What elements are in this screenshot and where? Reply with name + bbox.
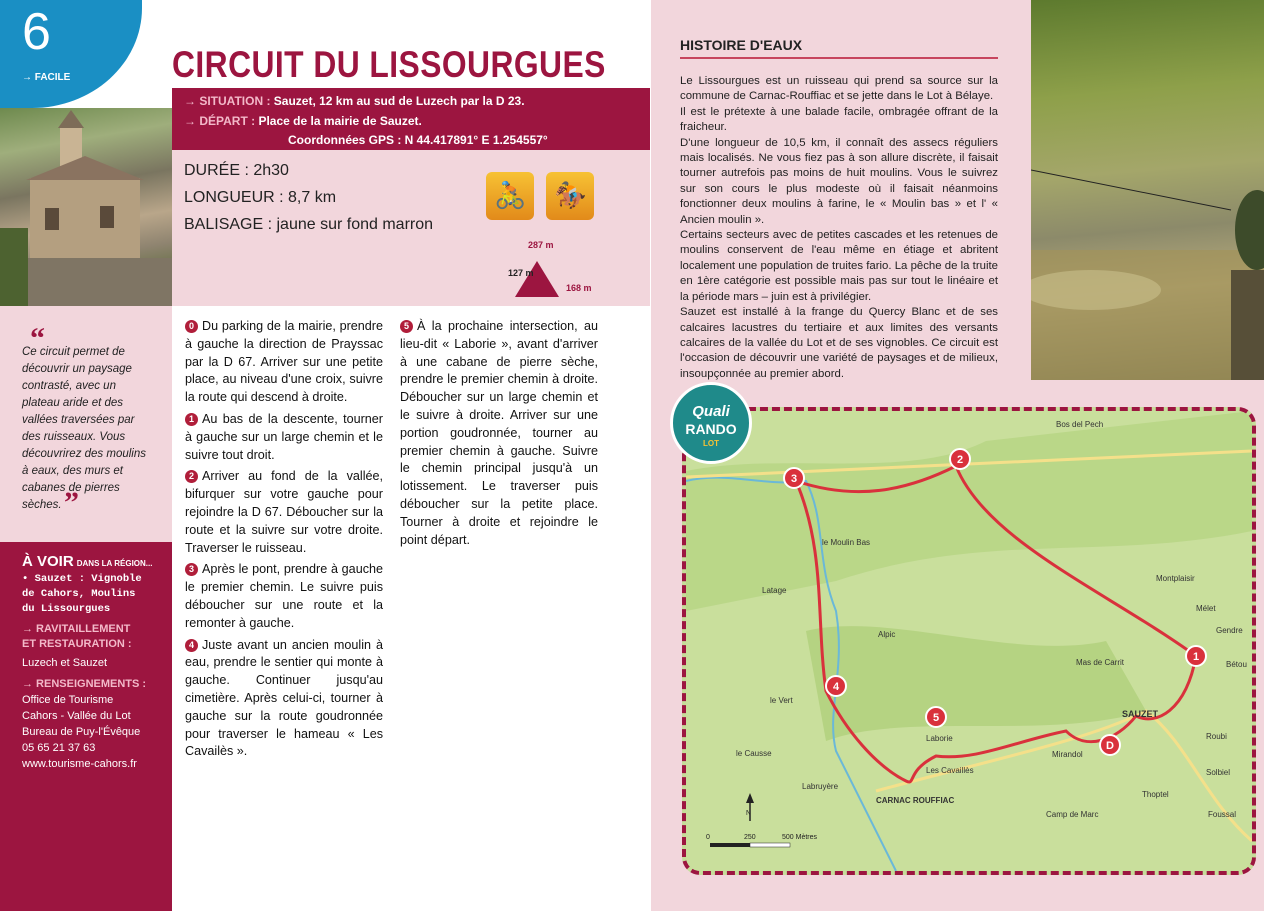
step-4: 4 Juste avant un ancien moulin à eau, prendre le sentier qui monte à gauche. Continuer jusqu'au cimetière. Après celui-ci, tourner à gauche sur la route goudronnée pour traverser le hameau « Les Cavailès ». xyxy=(185,637,383,759)
elevation-start: 168 m xyxy=(566,283,592,293)
waypoint-4 xyxy=(826,676,846,696)
place-label: Thoptel xyxy=(1142,790,1169,799)
place-label: le Causse xyxy=(736,749,772,758)
elevation-profile-icon xyxy=(515,261,559,297)
place-label: le Vert xyxy=(770,696,793,705)
place-label: Roubi xyxy=(1206,732,1227,741)
step-5: 5 À la prochaine intersection, au lieu-dit « Laborie », avant d'arriver à une cabane de pierre sèche, prendre le premier chemin à droite. Déboucher sur un large chemin et le suivre à droite. Arriver sur une portion goudronnée, tourner au premier chemin à gauche. Suivre le chemin principal jusqu'à un lotissement. Le traverser puis déboucher sur la petite place. Tourner à droite et rejoindre le point départ. xyxy=(400,319,598,547)
place-label: Laborie xyxy=(926,734,953,743)
place-label: Labruyère xyxy=(802,782,839,791)
rens-line: Office de Tourisme xyxy=(22,694,114,706)
map-svg xyxy=(686,411,1252,871)
place-label: CARNAC ROUFFIAC xyxy=(876,796,955,805)
step-2: 2 Arriver au fond de la vallée, bifurquer sur votre gauche pour rejoindre la D 67. Déboucher sur la route et la suivre sur votre droite. Traverser le ruisseau. xyxy=(185,469,383,555)
route-map[interactable] xyxy=(682,407,1256,875)
rens-line: Cahors - Vallée du Lot xyxy=(22,710,131,722)
rens-line: 05 65 21 37 63 xyxy=(22,742,96,754)
svg-text:2: 2 xyxy=(956,454,964,466)
circuit-number: 6 xyxy=(22,3,51,61)
waypoint-D xyxy=(1100,735,1120,755)
place-label: Camp de Marc xyxy=(1046,810,1099,819)
avoir-panel xyxy=(0,542,172,911)
badge-line-1: Quali xyxy=(692,403,730,420)
place-label: Bétou xyxy=(1226,660,1247,669)
badge-line-2: RANDO xyxy=(685,421,737,437)
quote-text: Ce circuit permet de découvrir un paysage contrasté, avec un plateau aride et des vallées traversées par des ruisseaux. Vous découvrirez des moulins à eaux, des murs et cabanes de pierres sèches. xyxy=(22,346,147,511)
stats-panel xyxy=(172,150,650,306)
depart-label: → DÉPART : xyxy=(184,114,256,128)
markings: BALISAGE : jaune sur fond marron xyxy=(184,216,434,233)
place-label: Montplaisir xyxy=(1156,574,1195,583)
steps-column-2 xyxy=(400,318,598,553)
place-label: Mélet xyxy=(1196,604,1216,613)
histoire-heading: HISTOIRE D'EAUX xyxy=(680,37,803,53)
svg-text:0: 0 xyxy=(706,834,710,841)
renseignements-label: → RENSEIGNEMENTS : xyxy=(22,678,147,690)
svg-text:D: D xyxy=(1106,740,1114,752)
page-title: CIRCUIT DU LISSOURGUES xyxy=(172,44,606,85)
rens-line: Bureau de Puy-l'Évêque xyxy=(22,726,141,738)
svg-text:3: 3 xyxy=(790,473,798,485)
quali-rando-badge xyxy=(670,382,752,464)
elevation-min: 127 m xyxy=(508,268,534,278)
place-label: Gendre xyxy=(1216,626,1243,635)
place-label: Foussal xyxy=(1208,810,1237,819)
fisherman-illustration xyxy=(1031,0,1264,380)
situation-line xyxy=(184,94,525,108)
svg-text:500 Mètres: 500 Mètres xyxy=(782,834,818,841)
histoire-text: Le Lissourgues est un ruisseau qui prend sa source sur la commune de Carnac-Rouffiac et se jette dans le Lot à Bélaye. Il est le prétexte à une balade facile, ombragée offrant de la fraicheur. D'une longueur de 10,5 km, il connaît des assecs réguliers mais localisés. Ne vous fiez pas à son allure discrète, il faisait tourner autrefois pas moins de huit moulins. Vous le suivrez sur son cours le plus modeste où il faisait néanmoins fonctionner deux moulins à farine, le « Moulin bas » et l' « Ancien moulin ». Certains secteurs avec de petites cascades et les retenues de moulins conservent de l'eau même en étiage et abritent localement une population de truites fario. La pêche de la truite en 1ère catégorie est possible mais pas sur tout le linéaire et la période mars – juin est à privilégier. Sauzet est installé à la frange du Quercy Blanc et de ses calcaires lacustres du tertiaire et aux limites des versants calcaires de la vallée du Lot et de ses vignobles. Ce circuit est l'occasion de découvrir une variété de paysages et de milieux, insoupçonnée au premier abord. xyxy=(680,75,998,380)
quote-open: “ xyxy=(30,322,45,355)
svg-text:4: 4 xyxy=(832,681,840,693)
gps-coordinates: Coordonnées GPS : N 44.417891° E 1.254557° xyxy=(288,133,548,147)
quote-close: ” xyxy=(64,486,79,519)
svg-text:1: 1 xyxy=(1192,651,1200,663)
step-3: 3 Après le pont, prendre à gauche le premier chemin. Le suivre puis déboucher sur une route et la remonter à gauche. xyxy=(185,562,383,630)
svg-text:250: 250 xyxy=(744,834,756,841)
village-photo xyxy=(0,108,172,306)
depart-line xyxy=(184,114,422,128)
step-1: 1 Au bas de la descente, tourner à gauche sur un large chemin et le suivre tout droit. xyxy=(185,411,383,462)
place-label: Alpic xyxy=(878,630,896,639)
waypoint-3 xyxy=(784,468,804,488)
svg-text:5: 5 xyxy=(932,712,940,724)
waypoint-1 xyxy=(1186,646,1206,666)
duration: DURÉE : 2h30 xyxy=(184,162,289,179)
step-0: 0 Du parking de la mairie, prendre à gauche la direction de Prayssac par la D 67. Arriver sur une petite place, au niveau d'une croix, suivre la route qui descend à droite. xyxy=(185,319,383,405)
avoir-items: • Sauzet : Vignoble de Cahors, Moulins du Lissourgues xyxy=(22,573,142,615)
church-illustration xyxy=(0,108,172,306)
heading-rule xyxy=(680,57,998,59)
waypoint-5 xyxy=(926,707,946,727)
place-label: Latage xyxy=(762,586,787,595)
place-label: le Moulin Bas xyxy=(822,538,871,547)
badge-line-3: LOT xyxy=(703,439,719,448)
situation-value: Sauzet, 12 km au sud de Luzech par la D 23. xyxy=(273,94,525,108)
website-link[interactable]: www.tourisme-cahors.fr xyxy=(22,758,137,770)
place-label: SAUZET xyxy=(1122,709,1158,719)
info-bar xyxy=(172,88,650,150)
steps-column-1 xyxy=(185,318,383,765)
depart-value: Place de la mairie de Sauzet. xyxy=(258,114,422,128)
river-photo xyxy=(1031,0,1264,380)
equestre-icon: 🏇 xyxy=(546,172,594,220)
length: LONGUEUR : 8,7 km xyxy=(184,189,337,206)
situation-label: → SITUATION : xyxy=(184,94,271,108)
avoir-heading: À VOIR DANS LA RÉGION... xyxy=(22,553,153,570)
waypoint-2 xyxy=(950,449,970,469)
ravitaillement-label: → RAVITAILLEMENT ET RESTAURATION : xyxy=(22,623,132,650)
elevation-max: 287 m xyxy=(528,240,554,250)
place-label: Les Cavaillès xyxy=(926,766,974,775)
vtt-icon: 🚴 xyxy=(486,172,534,220)
place-label: Mas de Carrit xyxy=(1076,658,1125,667)
svg-text:N: N xyxy=(746,810,752,817)
quote-panel xyxy=(0,306,172,542)
place-label: Solbiel xyxy=(1206,768,1231,777)
difficulty-level: → FACILE xyxy=(22,72,71,83)
place-label: Mirandol xyxy=(1052,750,1083,759)
ravitaillement-value: Luzech et Sauzet xyxy=(22,657,108,669)
place-label: Bos del Pech xyxy=(1056,420,1104,429)
